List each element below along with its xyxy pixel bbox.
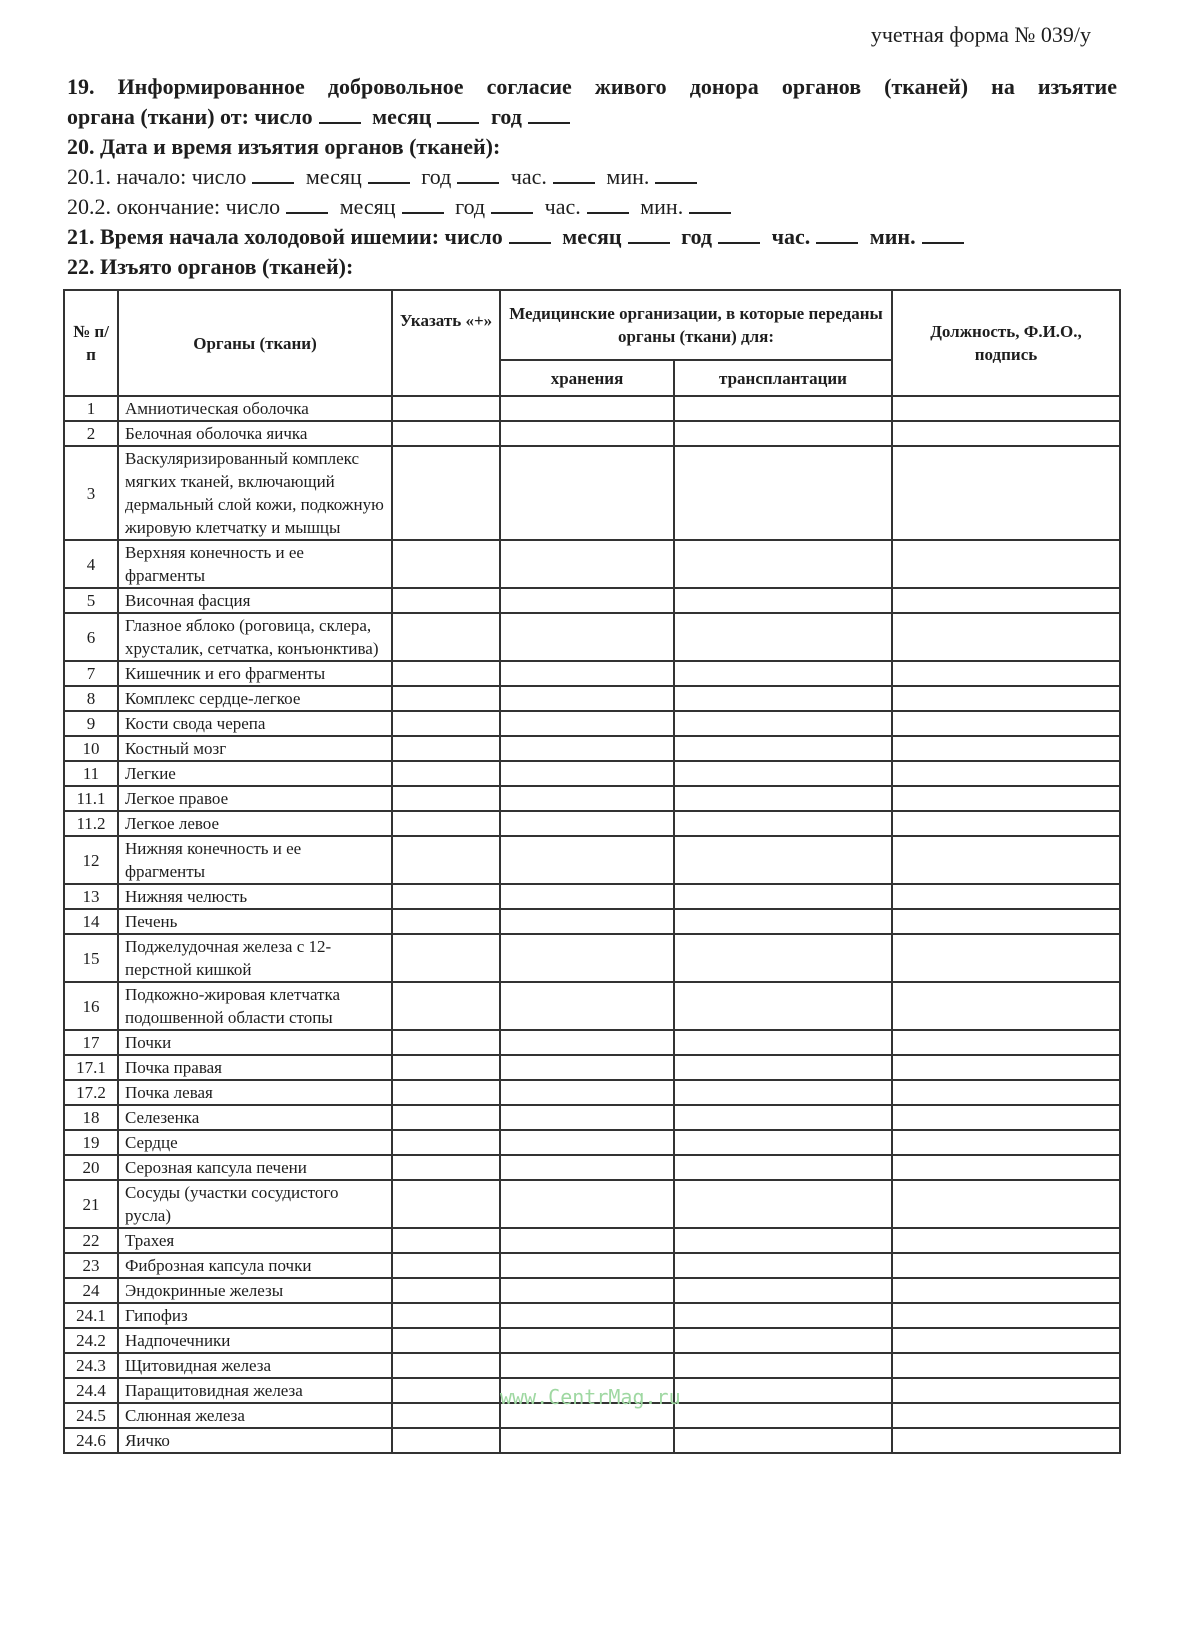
row-storage-cell[interactable] xyxy=(500,1030,674,1055)
table-row xyxy=(64,1303,1120,1328)
row-number: 24.1 xyxy=(64,1303,118,1328)
row-organ: Сосуды (участки сосудистого русла) xyxy=(118,1180,392,1228)
row-transplant-cell[interactable] xyxy=(674,396,892,421)
row-storage-cell[interactable] xyxy=(500,1303,674,1328)
row-signature-cell[interactable] xyxy=(892,446,1120,540)
row-signature-cell[interactable] xyxy=(892,884,1120,909)
start-hour-blank[interactable] xyxy=(553,164,595,184)
row-number: 24 xyxy=(64,1278,118,1303)
row-mark-cell[interactable] xyxy=(392,1228,500,1253)
row-organ: Васкуляризированный комплекс мягких тканей, включающий дермальный слой кожи, подкожную жировую клетчатку и мышцы xyxy=(118,446,392,540)
row-organ: Кости свода черепа xyxy=(118,711,392,736)
row-organ: Подкожно-жировая клетчатка подошвенной области стопы xyxy=(118,982,392,1030)
row-storage-cell[interactable] xyxy=(500,1278,674,1303)
table-row xyxy=(64,540,1120,588)
row-organ: Верхняя конечность и ее фрагменты xyxy=(118,540,392,588)
row-mark-cell[interactable] xyxy=(392,982,500,1030)
col-num-header: № п/п xyxy=(64,290,118,396)
row-organ: Поджелудочная железа с 12-перстной кишкой xyxy=(118,934,392,982)
row-signature-cell[interactable] xyxy=(892,1353,1120,1378)
row-organ: Костный мозг xyxy=(118,736,392,761)
row-mark-cell[interactable] xyxy=(392,1055,500,1080)
row-mark-cell[interactable] xyxy=(392,1180,500,1228)
row-mark-cell[interactable] xyxy=(392,1155,500,1180)
row-number: 24.4 xyxy=(64,1378,118,1403)
row-transplant-cell[interactable] xyxy=(674,909,892,934)
row-transplant-cell[interactable] xyxy=(674,1130,892,1155)
col-transplant-header: трансплантации xyxy=(674,360,892,396)
table-row xyxy=(64,421,1120,446)
year-label: год xyxy=(421,164,452,189)
row-storage-cell[interactable] xyxy=(500,1155,674,1180)
row-transplant-cell[interactable] xyxy=(674,1428,892,1453)
row-organ: Нижняя челюсть xyxy=(118,884,392,909)
row-mark-cell[interactable] xyxy=(392,1353,500,1378)
row-transplant-cell[interactable] xyxy=(674,540,892,588)
row-organ: Белочная оболочка яичка xyxy=(118,421,392,446)
row-signature-cell[interactable] xyxy=(892,1180,1120,1228)
row-storage-cell[interactable] xyxy=(500,1180,674,1228)
row-transplant-cell[interactable] xyxy=(674,884,892,909)
row-organ: Почки xyxy=(118,1030,392,1055)
row-mark-cell[interactable] xyxy=(392,686,500,711)
row-signature-cell[interactable] xyxy=(892,588,1120,613)
row-number: 11 xyxy=(64,761,118,786)
table-row xyxy=(64,786,1120,811)
month-label: месяц xyxy=(305,164,362,189)
row-organ: Слюнная железа xyxy=(118,1403,392,1428)
row-storage-cell[interactable] xyxy=(500,786,674,811)
table-row xyxy=(64,446,1120,540)
col-orgs-header: Медицинские организации, в которые переданы органы (ткани) для: xyxy=(500,290,892,360)
table-row xyxy=(64,711,1120,736)
row-organ: Почка правая xyxy=(118,1055,392,1080)
row-organ: Легкие xyxy=(118,761,392,786)
hour-label: час. xyxy=(771,224,811,249)
row-signature-cell[interactable] xyxy=(892,1130,1120,1155)
row-storage-cell[interactable] xyxy=(500,661,674,686)
row-transplant-cell[interactable] xyxy=(674,1278,892,1303)
row-signature-cell[interactable] xyxy=(892,661,1120,686)
row-signature-cell[interactable] xyxy=(892,1105,1120,1130)
start-day-blank[interactable] xyxy=(252,164,294,184)
ischemia-year-blank[interactable] xyxy=(718,224,760,244)
row-number: 18 xyxy=(64,1105,118,1130)
row-storage-cell[interactable] xyxy=(500,1353,674,1378)
row-number: 11.1 xyxy=(64,786,118,811)
section-19-prefix: органа (ткани) от: число xyxy=(67,104,313,129)
col-mark-header: Указать «+» xyxy=(392,290,500,396)
row-transplant-cell[interactable] xyxy=(674,1105,892,1130)
col-signature-header: Должность, Ф.И.О., подпись xyxy=(892,290,1120,396)
row-organ: Амниотическая оболочка xyxy=(118,396,392,421)
row-storage-cell[interactable] xyxy=(500,396,674,421)
row-number: 7 xyxy=(64,661,118,686)
row-transplant-cell[interactable] xyxy=(674,711,892,736)
row-number: 24.6 xyxy=(64,1428,118,1453)
row-organ: Селезенка xyxy=(118,1105,392,1130)
end-year-blank[interactable] xyxy=(491,194,533,214)
ischemia-month-blank[interactable] xyxy=(628,224,670,244)
row-signature-cell[interactable] xyxy=(892,421,1120,446)
col-organ-header: Органы (ткани) xyxy=(118,290,392,396)
row-organ: Трахея xyxy=(118,1228,392,1253)
row-number: 2 xyxy=(64,421,118,446)
row-storage-cell[interactable] xyxy=(500,711,674,736)
table-row xyxy=(64,934,1120,982)
table-row xyxy=(64,396,1120,421)
row-number: 8 xyxy=(64,686,118,711)
hour-label: час. xyxy=(510,164,547,189)
form-header xyxy=(67,72,1117,282)
row-transplant-cell[interactable] xyxy=(674,1155,892,1180)
row-storage-cell[interactable] xyxy=(500,1328,674,1353)
row-signature-cell[interactable] xyxy=(892,1378,1120,1403)
row-organ: Нижняя конечность и ее фрагменты xyxy=(118,836,392,884)
row-mark-cell[interactable] xyxy=(392,811,500,836)
row-number: 17.2 xyxy=(64,1080,118,1105)
row-number: 24.3 xyxy=(64,1353,118,1378)
row-mark-cell[interactable] xyxy=(392,1278,500,1303)
table-row xyxy=(64,884,1120,909)
row-number: 12 xyxy=(64,836,118,884)
row-signature-cell[interactable] xyxy=(892,711,1120,736)
row-mark-cell[interactable] xyxy=(392,934,500,982)
section-20-end xyxy=(67,192,1117,222)
ischemia-day-blank[interactable] xyxy=(509,224,551,244)
row-mark-cell[interactable] xyxy=(392,1378,500,1403)
min-label: мин. xyxy=(640,194,684,219)
row-signature-cell[interactable] xyxy=(892,836,1120,884)
row-mark-cell[interactable] xyxy=(392,1403,500,1428)
year-label: год xyxy=(455,194,486,219)
row-number: 20 xyxy=(64,1155,118,1180)
row-signature-cell[interactable] xyxy=(892,1155,1120,1180)
row-transplant-cell[interactable] xyxy=(674,661,892,686)
table-row xyxy=(64,836,1120,884)
row-mark-cell[interactable] xyxy=(392,1328,500,1353)
row-signature-cell[interactable] xyxy=(892,1228,1120,1253)
row-transplant-cell[interactable] xyxy=(674,811,892,836)
end-min-blank[interactable] xyxy=(689,194,731,214)
row-transplant-cell[interactable] xyxy=(674,446,892,540)
row-signature-cell[interactable] xyxy=(892,1055,1120,1080)
row-signature-cell[interactable] xyxy=(892,686,1120,711)
row-signature-cell[interactable] xyxy=(892,1303,1120,1328)
section-21 xyxy=(67,222,1117,252)
row-mark-cell[interactable] xyxy=(392,446,500,540)
row-signature-cell[interactable] xyxy=(892,1080,1120,1105)
row-organ: Надпочечники xyxy=(118,1328,392,1353)
row-signature-cell[interactable] xyxy=(892,396,1120,421)
row-organ: Эндокринные железы xyxy=(118,1278,392,1303)
row-number: 22 xyxy=(64,1228,118,1253)
row-transplant-cell[interactable] xyxy=(674,1228,892,1253)
row-mark-cell[interactable] xyxy=(392,786,500,811)
section-20-title: 20. Дата и время изъятия органов (тканей): xyxy=(67,134,501,159)
form-number: учетная форма № 039/у xyxy=(870,22,1091,47)
row-number: 4 xyxy=(64,540,118,588)
row-mark-cell[interactable] xyxy=(392,1303,500,1328)
row-number: 13 xyxy=(64,884,118,909)
table-row xyxy=(64,982,1120,1030)
row-organ: Гипофиз xyxy=(118,1303,392,1328)
day-blank[interactable] xyxy=(319,104,361,124)
row-storage-cell[interactable] xyxy=(500,1253,674,1278)
row-signature-cell[interactable] xyxy=(892,1278,1120,1303)
row-storage-cell[interactable] xyxy=(500,1080,674,1105)
row-number: 11.2 xyxy=(64,811,118,836)
table-row xyxy=(64,1428,1120,1453)
month-label: месяц xyxy=(339,194,396,219)
row-number: 24.5 xyxy=(64,1403,118,1428)
table-row xyxy=(64,1080,1120,1105)
row-storage-cell[interactable] xyxy=(500,588,674,613)
row-signature-cell[interactable] xyxy=(892,982,1120,1030)
row-number: 10 xyxy=(64,736,118,761)
row-transplant-cell[interactable] xyxy=(674,1303,892,1328)
row-storage-cell[interactable] xyxy=(500,540,674,588)
section-20-start xyxy=(67,162,1117,192)
row-storage-cell[interactable] xyxy=(500,1228,674,1253)
table-row xyxy=(64,1055,1120,1080)
row-mark-cell[interactable] xyxy=(392,836,500,884)
row-transplant-cell[interactable] xyxy=(674,1403,892,1428)
row-organ: Комплекс сердце-легкое xyxy=(118,686,392,711)
row-storage-cell[interactable] xyxy=(500,686,674,711)
start-min-blank[interactable] xyxy=(655,164,697,184)
row-transplant-cell[interactable] xyxy=(674,736,892,761)
row-number: 5 xyxy=(64,588,118,613)
row-mark-cell[interactable] xyxy=(392,761,500,786)
section-21-prefix: 21. Время начала холодовой ишемии: число xyxy=(67,224,503,249)
row-signature-cell[interactable] xyxy=(892,613,1120,661)
row-storage-cell[interactable] xyxy=(500,811,674,836)
row-mark-cell[interactable] xyxy=(392,1130,500,1155)
row-storage-cell[interactable] xyxy=(500,1105,674,1130)
row-storage-cell[interactable] xyxy=(500,613,674,661)
table-row xyxy=(64,588,1120,613)
row-mark-cell[interactable] xyxy=(392,736,500,761)
table-row xyxy=(64,909,1120,934)
row-transplant-cell[interactable] xyxy=(674,934,892,982)
row-organ: Печень xyxy=(118,909,392,934)
row-number: 23 xyxy=(64,1253,118,1278)
row-storage-cell[interactable] xyxy=(500,761,674,786)
ischemia-min-blank[interactable] xyxy=(922,224,964,244)
month-blank[interactable] xyxy=(437,104,479,124)
year-label: год xyxy=(681,224,713,249)
section-22-title: 22. Изъято органов (тканей): xyxy=(67,254,354,279)
row-storage-cell[interactable] xyxy=(500,836,674,884)
row-mark-cell[interactable] xyxy=(392,711,500,736)
table-row xyxy=(64,613,1120,661)
row-organ: Кишечник и его фрагменты xyxy=(118,661,392,686)
row-signature-cell[interactable] xyxy=(892,1403,1120,1428)
row-mark-cell[interactable] xyxy=(392,1253,500,1278)
table-row xyxy=(64,661,1120,686)
row-signature-cell[interactable] xyxy=(892,786,1120,811)
row-organ: Глазное яблоко (роговица, склера, хрусталик, сетчатка, конъюнктива) xyxy=(118,613,392,661)
row-transplant-cell[interactable] xyxy=(674,1030,892,1055)
hour-label: час. xyxy=(544,194,581,219)
row-number: 1 xyxy=(64,396,118,421)
row-number: 14 xyxy=(64,909,118,934)
table-row xyxy=(64,1228,1120,1253)
end-month-blank[interactable] xyxy=(402,194,444,214)
watermark: www.CentrMag.ru xyxy=(500,1385,681,1409)
row-storage-cell[interactable] xyxy=(500,1428,674,1453)
row-transplant-cell[interactable] xyxy=(674,1080,892,1105)
row-signature-cell[interactable] xyxy=(892,909,1120,934)
row-signature-cell[interactable] xyxy=(892,736,1120,761)
row-storage-cell[interactable] xyxy=(500,1130,674,1155)
row-transplant-cell[interactable] xyxy=(674,1353,892,1378)
start-prefix: 20.1. начало: число xyxy=(67,164,247,189)
row-number: 6 xyxy=(64,613,118,661)
row-storage-cell[interactable] xyxy=(500,909,674,934)
row-transplant-cell[interactable] xyxy=(674,1180,892,1228)
ischemia-hour-blank[interactable] xyxy=(816,224,858,244)
row-signature-cell[interactable] xyxy=(892,1030,1120,1055)
start-year-blank[interactable] xyxy=(457,164,499,184)
row-storage-cell[interactable] xyxy=(500,884,674,909)
row-number: 19 xyxy=(64,1130,118,1155)
row-transplant-cell[interactable] xyxy=(674,836,892,884)
row-mark-cell[interactable] xyxy=(392,909,500,934)
row-organ: Фиброзная капсула почки xyxy=(118,1253,392,1278)
year-label: год xyxy=(490,104,522,129)
organs-table xyxy=(63,289,1121,1454)
table-row xyxy=(64,1328,1120,1353)
row-mark-cell[interactable] xyxy=(392,613,500,661)
table-row xyxy=(64,761,1120,786)
row-transplant-cell[interactable] xyxy=(674,421,892,446)
min-label: мин. xyxy=(606,164,650,189)
row-mark-cell[interactable] xyxy=(392,540,500,588)
row-transplant-cell[interactable] xyxy=(674,1055,892,1080)
row-mark-cell[interactable] xyxy=(392,884,500,909)
row-mark-cell[interactable] xyxy=(392,1428,500,1453)
row-number: 17.1 xyxy=(64,1055,118,1080)
table-row xyxy=(64,1155,1120,1180)
section-19-line1: 19. Информированное добровольное согласие живого донора органов (тканей) на изъятие xyxy=(67,74,1117,99)
table-row xyxy=(64,1353,1120,1378)
row-transplant-cell[interactable] xyxy=(674,1378,892,1403)
row-storage-cell[interactable] xyxy=(500,1055,674,1080)
section-19-line2 xyxy=(67,102,1117,132)
table-row xyxy=(64,686,1120,711)
row-signature-cell[interactable] xyxy=(892,934,1120,982)
row-mark-cell[interactable] xyxy=(392,661,500,686)
row-storage-cell[interactable] xyxy=(500,446,674,540)
row-transplant-cell[interactable] xyxy=(674,982,892,1030)
row-mark-cell[interactable] xyxy=(392,588,500,613)
row-number: 15 xyxy=(64,934,118,982)
row-organ: Легкое правое xyxy=(118,786,392,811)
row-organ: Височная фасция xyxy=(118,588,392,613)
row-signature-cell[interactable] xyxy=(892,811,1120,836)
row-storage-cell[interactable] xyxy=(500,736,674,761)
min-label: мин. xyxy=(869,224,916,249)
end-day-blank[interactable] xyxy=(286,194,328,214)
row-organ: Щитовидная железа xyxy=(118,1353,392,1378)
row-mark-cell[interactable] xyxy=(392,421,500,446)
row-mark-cell[interactable] xyxy=(392,1105,500,1130)
row-transplant-cell[interactable] xyxy=(674,686,892,711)
row-number: 17 xyxy=(64,1030,118,1055)
table-row xyxy=(64,1278,1120,1303)
row-signature-cell[interactable] xyxy=(892,1253,1120,1278)
table-row xyxy=(64,1253,1120,1278)
row-organ: Сердце xyxy=(118,1130,392,1155)
row-transplant-cell[interactable] xyxy=(674,1328,892,1353)
table-row xyxy=(64,1030,1120,1055)
row-number: 21 xyxy=(64,1180,118,1228)
row-transplant-cell[interactable] xyxy=(674,588,892,613)
row-organ: Паращитовидная железа xyxy=(118,1378,392,1403)
year-blank[interactable] xyxy=(528,104,570,124)
row-number: 24.2 xyxy=(64,1328,118,1353)
row-storage-cell[interactable] xyxy=(500,934,674,982)
row-transplant-cell[interactable] xyxy=(674,761,892,786)
organs-table-body xyxy=(64,396,1120,1453)
row-number: 3 xyxy=(64,446,118,540)
col-storage-header: хранения xyxy=(500,360,674,396)
table-row xyxy=(64,736,1120,761)
row-number: 16 xyxy=(64,982,118,1030)
row-number: 9 xyxy=(64,711,118,736)
table-row xyxy=(64,811,1120,836)
row-signature-cell[interactable] xyxy=(892,540,1120,588)
end-hour-blank[interactable] xyxy=(587,194,629,214)
row-organ: Легкое левое xyxy=(118,811,392,836)
row-transplant-cell[interactable] xyxy=(674,613,892,661)
month-label: месяц xyxy=(562,224,622,249)
row-transplant-cell[interactable] xyxy=(674,786,892,811)
row-signature-cell[interactable] xyxy=(892,761,1120,786)
end-prefix: 20.2. окончание: число xyxy=(67,194,281,219)
row-mark-cell[interactable] xyxy=(392,1080,500,1105)
row-signature-cell[interactable] xyxy=(892,1328,1120,1353)
row-mark-cell[interactable] xyxy=(392,396,500,421)
month-label: месяц xyxy=(372,104,432,129)
row-organ: Серозная капсула печени xyxy=(118,1155,392,1180)
row-mark-cell[interactable] xyxy=(392,1030,500,1055)
start-month-blank[interactable] xyxy=(368,164,410,184)
table-row xyxy=(64,1130,1120,1155)
row-signature-cell[interactable] xyxy=(892,1428,1120,1453)
row-storage-cell[interactable] xyxy=(500,421,674,446)
row-organ: Почка левая xyxy=(118,1080,392,1105)
table-row xyxy=(64,1105,1120,1130)
table-row xyxy=(64,1180,1120,1228)
row-transplant-cell[interactable] xyxy=(674,1253,892,1278)
row-organ: Яичко xyxy=(118,1428,392,1453)
row-storage-cell[interactable] xyxy=(500,982,674,1030)
